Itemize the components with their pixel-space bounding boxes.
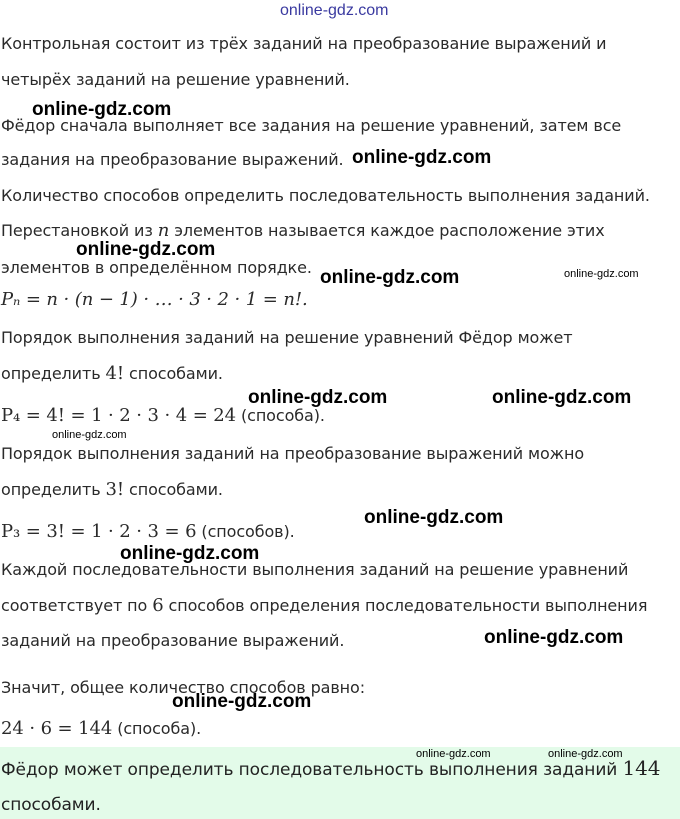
paragraph-line: Каждой последовательности выполнения заданий на решение уравнений: [1, 560, 629, 579]
math-inline: 4!: [105, 363, 125, 384]
watermark: online-gdz.com: [76, 239, 216, 260]
watermark: online-gdz.com: [352, 147, 492, 168]
paragraph-line: Контрольная состоит из трёх заданий на преобразование выражений и: [1, 34, 607, 53]
watermark: online-gdz.com: [248, 387, 388, 408]
math-inline: 6: [152, 595, 164, 616]
header-watermark: online-gdz.com: [280, 2, 389, 19]
text-fragment: способами.: [124, 364, 223, 383]
paragraph-line: Фёдор сначала выполняет все задания на решение уравнений, затем все: [1, 116, 622, 135]
answer-line: [1, 758, 660, 780]
paragraph-line: Значит, общее количество способов равно:: [1, 678, 366, 697]
formula-unit: (способа).: [112, 719, 202, 738]
watermark: online-gdz.com: [364, 507, 504, 528]
paragraph-line: [1, 480, 223, 500]
watermark: online-gdz.com: [320, 267, 460, 288]
formula-p4: [1, 406, 325, 426]
text-fragment: элементов называется каждое расположение этих: [169, 221, 605, 240]
watermark: online-gdz.com: [416, 748, 491, 760]
watermark: online-gdz.com: [52, 429, 127, 441]
watermark: online-gdz.com: [548, 748, 623, 760]
answer-line: способами.: [1, 795, 101, 815]
text-fragment: Перестановкой из: [1, 221, 158, 240]
watermark: online-gdz.com: [492, 387, 632, 408]
watermark: online-gdz.com: [484, 627, 624, 648]
text-fragment: соответствует по: [1, 596, 153, 615]
paragraph-line: четырёх заданий на решение уравнений.: [1, 70, 350, 89]
formula-unit: (способов).: [196, 522, 295, 541]
formula-p3: [1, 522, 295, 542]
formula-pn: Pₙ = n · (n − 1) · … · 3 · 2 · 1 = n!.: [1, 289, 308, 310]
paragraph-line: [1, 364, 223, 384]
text-fragment: способами.: [124, 480, 223, 499]
paragraph-line: Количество способов определить последовательность выполнения заданий.: [1, 186, 650, 205]
text-fragment: способов определения последовательности выполнения: [163, 596, 648, 615]
paragraph-line: заданий на преобразование выражений.: [1, 631, 345, 650]
math-inline: 3!: [105, 479, 125, 500]
paragraph-line: Порядок выполнения заданий на преобразование выражений можно: [1, 444, 585, 463]
paragraph-line: [1, 596, 647, 616]
text-fragment: определить: [1, 480, 106, 499]
formula-total: [1, 719, 201, 739]
watermark: online-gdz.com: [172, 691, 312, 712]
text-fragment: Фёдор может определить последовательность выполнения заданий: [1, 760, 623, 780]
math-formula: P₃ = 3! = 1 · 2 · 3 = 6: [1, 521, 197, 542]
watermark: online-gdz.com: [564, 268, 639, 280]
math-variable: n: [157, 220, 170, 241]
math-inline: 144: [622, 756, 661, 780]
text-fragment: определить: [1, 364, 106, 383]
watermark: online-gdz.com: [32, 99, 172, 120]
formula-unit: (способа).: [236, 406, 325, 425]
paragraph-line: [1, 221, 605, 241]
paragraph-line: Порядок выполнения заданий на решение уравнений Фёдор может: [1, 328, 573, 347]
math-formula: P₄ = 4! = 1 · 2 · 3 · 4 = 24: [1, 405, 236, 426]
math-formula: 24 · 6 = 144: [1, 718, 113, 739]
paragraph-line: элементов в определённом порядке.: [1, 258, 312, 277]
watermark: online-gdz.com: [120, 543, 260, 564]
paragraph-line: задания на преобразование выражений.: [1, 150, 344, 169]
